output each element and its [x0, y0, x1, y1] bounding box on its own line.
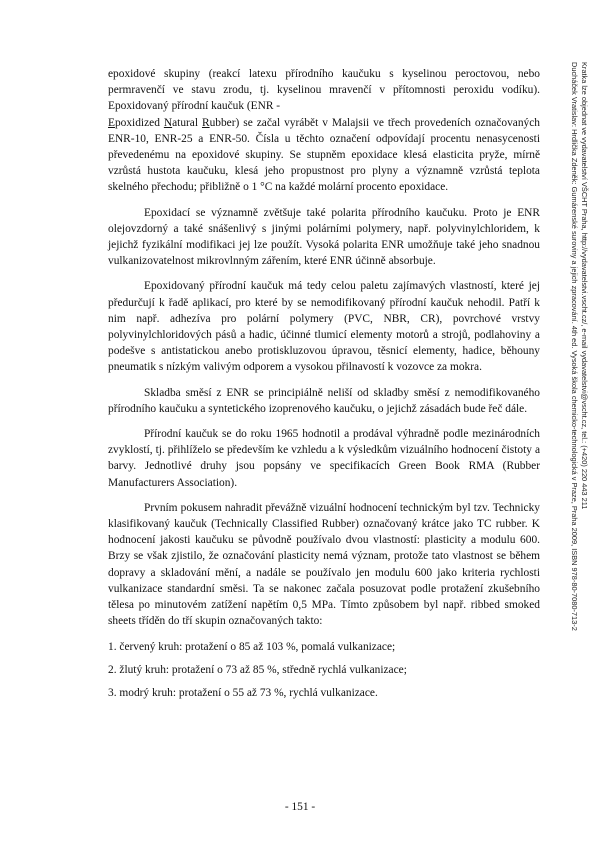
paragraph-3: Epoxidovaný přírodní kaučuk má tedy celou paletu zajímavých vlastností, které jej předurčují k řadě aplikací, pro které by se nemodifikovaný přírodní kaučuk nehodil. Patří k nim např. adhezíva pro polární polymery (PVC, NBR, CR), povrchové vrstvy polyvinylchloridových pásů a hadic, účinné tlumicí elementy motorů a strojů, podlahoviny a podešve s antistatickou anebo protiskluzovou úpravou, těsnicí elementy, hadice, běhouny pneumatik s nízkým valivým odporem a vysokou přilnavostí k vozovce za mokra. — [108, 280, 540, 374]
enr-word-rubber: ubber — [209, 116, 236, 129]
side-note-line-2: Ducháček Vratislav: Hrdlička Zdeněk: Gumárenské suroviny a jejich zpracování. 4th ed. Vysoká škola chemicko-technologická v Praze, Praha 2009, ISBN 978-80-7080-713-2 — [570, 62, 579, 631]
paragraph-2: Epoxidací se významně zvětšuje také polarita přírodního kaučuku. Proto je ENR olejovzdorný a také snášenlivý s jinými polárními polymery, např. polyvinylchloridem, k jejichž fyzikální modifikaci jej lze použít. Vysoká polarita ENR umožňuje také jeho snadnou vulkanizovatelnost mikrovlnným zářením, které ENR účinně absorbuje. — [108, 206, 540, 268]
enr-word-epoxidized: poxidized — [114, 116, 164, 129]
enr-acronym-r: R — [201, 116, 210, 129]
list-item-blue: 3. modrý kruh: protažení o 55 až 73 %, rychlá vulkanizace. — [108, 686, 378, 699]
side-citation-note — [559, 62, 589, 762]
paragraph-5: Přírodní kaučuk se do roku 1965 hodnotil a prodával výhradně podle mezinárodních zvyklostí, tj. přihlíželo se především ke vzhledu a k výsledkům vizuálního hodnocení čistoty a barvy. Jednotlivé druhy jsou popsány ve specifikacích Green Book RMA (Rubber Manufacturers Association). — [108, 428, 540, 489]
enr-description: ) se začal vyrábět v Malajsii ve třech provedeních označovaných ENR-10, ENR-25 a ENR-50. Čísla u těchto označení odpovídají procentu nenasycenosti převedenému na epoxidové skupiny. Se stupněm epoxidace klesá elasticita pryže, mírně vzrůstá hustota kaučuku, klesá jeho propustnost pro plyny a významně vzrůstá teplota skelného přechodu; přibližně o 1 °C na každé molární procento epoxidace. — [108, 116, 540, 194]
paragraph-6: Prvním pokusem nahradit převážně vizuální hodnocení technickým byl tzv. Technicky klasifikovaný kaučuk (Technically Classified Rubber) označovaný krátce jako TC rubber. K hodnocení jakosti kaučuku se původně používalo dvou vlastností: plasticity a modulu 600. Brzy se však zjistilo, že označování plasticity nemá význam, protože tato vlastnost se během dopravy a skladování mění, a nadále se používalo jen modulu 600 jako kriteria rychlosti vulkanizace standardní směsi. Ta se nakonec začala posuzovat podle protažení zkušebního tělesa po minutovém zatížení napětím 0,5 MPa. Tímto způsobem byl např. ribbed smoked sheets tříděn do tří skupin označovaných takto: — [108, 501, 540, 628]
side-note-line-1: Kratka lze objednat ve vydavatelství VŠCHT Praha, http://vydavatelstvi.vscht.cz/, e-mail vydavatelstvi@vscht.cz, tel.: (+420) 220 443 211 — [580, 62, 589, 510]
paragraph-1-text: epoxidové skupiny (reakcí latexu přírodního kaučuku s kyselinou peroctovou, nebo permravenčí ve stavu zrodu, tj. kyselinou mravenčí v přítomnosti peroxidu vodíku). Epoxidovaný přírodní kaučuk (ENR - — [108, 68, 540, 113]
paragraph-1 — [108, 66, 540, 196]
enr-acronym-e: E — [108, 116, 115, 129]
list-item-yellow: 2. žlutý kruh: protažení o 73 až 85 %, středně rychlá vulkanizace; — [108, 663, 407, 676]
page-number: - 151 - — [284, 801, 316, 813]
enr-word-natural: atural — [172, 116, 202, 129]
list-item-red: 1. červený kruh: protažení o 85 až 103 %, pomalá vulkanizace; — [108, 640, 396, 653]
document-body — [108, 66, 540, 708]
enr-acronym-n: N — [163, 116, 173, 129]
paragraph-4: Skladba směsí z ENR se principiálně neliší od skladby směsí z nemodifikovaného přírodního kaučuku a syntetického izoprenového kaučuku, o jejichž zásadách bude řeč dále. — [108, 386, 540, 415]
